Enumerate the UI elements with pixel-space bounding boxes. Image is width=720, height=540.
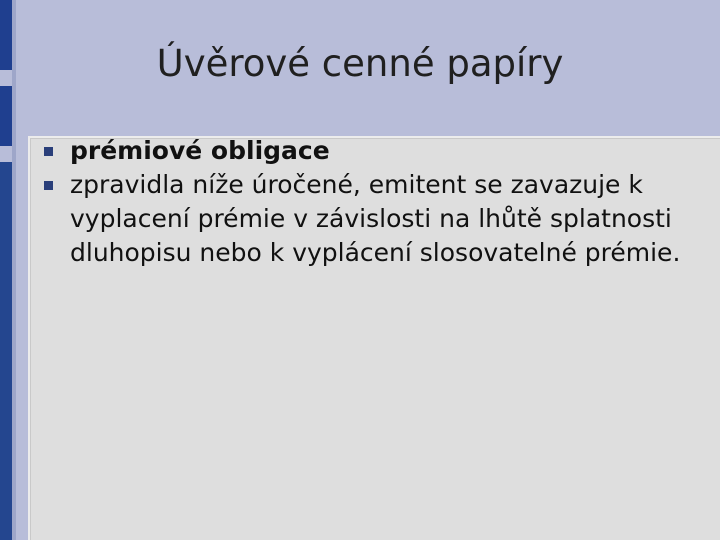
slide-title: Úvěrové cenné papíry [156,42,564,85]
left-accent-bar-middle [0,86,12,146]
bullet-item [42,168,692,270]
bullet-text: zpravidla níže úročené, emitent se zavazuje k vyplacení prémie v závislosti na lhůtě splatnosti dluhopisu nebo k vyplácení slosovatelné prémie. [70,170,681,267]
bullet-list [42,134,692,270]
square-bullet-icon [44,147,53,156]
bullet-text: prémiové obligace [70,136,330,165]
left-accent-bar-top [0,0,12,70]
left-accent-bar-bottom [0,162,12,540]
square-bullet-icon [44,181,53,190]
left-accent-strip [12,0,16,540]
bullet-item [42,134,692,168]
